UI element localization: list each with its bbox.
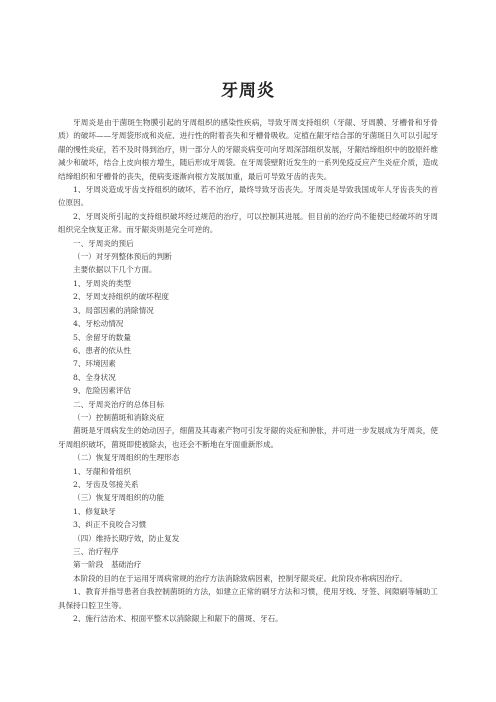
paragraph: 一、牙周炎的预后 — [73, 238, 134, 248]
paragraph: 主要依据以下几个方面。 — [73, 265, 157, 275]
paragraph: （一）控制菌斑和消除炎症 — [73, 412, 165, 422]
paragraph: （二）恢复牙周组织的生理形态 — [73, 453, 180, 463]
paragraph: 1、教育并指导患者自我控制菌斑的方法，如建立正常的刷牙方法和习惯，使用牙线、牙签、间隙刷等辅助工具保持口腔卫生等。 — [58, 587, 438, 610]
paragraph: 1、牙龈和骨组织 — [73, 466, 131, 476]
paragraph: （四）维持长期疗效，防止复发 — [73, 533, 180, 543]
paragraph: 8、全身状况 — [73, 372, 116, 382]
paragraph: 7、环境因素 — [73, 359, 116, 369]
paragraph: 3、纠正不良咬合习惯 — [73, 520, 147, 530]
paragraph: 3、局部因素的消除情况 — [73, 305, 154, 315]
paragraph: 6、患者的依从性 — [73, 345, 131, 355]
paragraph: 5、余留牙的数量 — [73, 332, 131, 342]
paragraph: 1、牙周炎造成牙齿支持组织的破坏，若不治疗，最终导致牙齿丧失。牙周炎是导致我国成年人牙齿丧失的首位原因。 — [58, 185, 438, 208]
paragraph: （一）对牙列整体预后的判断 — [73, 252, 172, 262]
paragraph: 2、牙齿及邻接关系 — [73, 479, 139, 489]
paragraph: 9、危险因素评估 — [73, 386, 131, 396]
paragraph: 本阶段的目的在于运用牙周病常规的治疗方法消除致病因素，控制牙龈炎症。此阶段亦称病因治疗。 — [73, 573, 408, 583]
document-title: 牙周炎 — [221, 81, 275, 101]
paragraph: 第一阶段 基础治疗 — [73, 560, 142, 570]
paragraph: 2、牙周炎所引起的支持组织破坏经过规范的治疗，可以控制其进展。但目前的治疗尚不能使已经破坏的牙周组织完全恢复正常。而牙龈炎则是完全可逆的。 — [58, 211, 438, 235]
paragraph: （三）恢复牙周组织的功能 — [73, 493, 165, 503]
paragraph: 2、施行洁治术、根面平整术以消除龈上和龈下的菌斑、牙石。 — [73, 614, 283, 624]
document-body — [58, 116, 438, 625]
paragraph: 二、牙周炎治疗的总体目标 — [73, 399, 165, 409]
paragraph: 2、牙周支持组织的破坏程度 — [73, 292, 169, 302]
paragraph: 三、治疗程序 — [73, 547, 119, 556]
paragraph: 1、牙周炎的类型 — [73, 278, 131, 288]
paragraph: 4、牙松动情况 — [73, 319, 124, 329]
paragraph: 牙周炎是由于菌斑生物膜引起的牙周组织的感染性疾病，导致牙周支持组织（牙龈、牙周膜、牙槽骨和牙骨质）的破坏——牙周袋形成和炎症、进行性的附着丧失和牙槽骨吸收。定植在龈牙结合部的牙菌斑日久可以引起牙龈的慢性炎症，若不及时得到治疗，则一部分人的牙龈炎病变可向牙周深部组织发展，牙龈结缔组织中的胶原纤维减少和破坏，结合上皮向根方增生，随后形成牙周袋。在牙周袋壁附近发生的一系列免疫反应产生炎症介质，造成结缔组织和牙槽骨的丧失，使病变逐渐向根方发展加重，最后可导致牙齿的丧失。 — [58, 118, 438, 181]
paragraph: 1、修复缺牙 — [73, 506, 116, 516]
paragraph: 菌斑是牙周病发生的始动因子，细菌及其毒素产物可引发牙龈的炎症和肿胀，并可进一步发展成为牙周炎，使牙周组织破坏，菌斑即使被除去，也还会不断地在牙面重新形成。 — [58, 426, 438, 449]
